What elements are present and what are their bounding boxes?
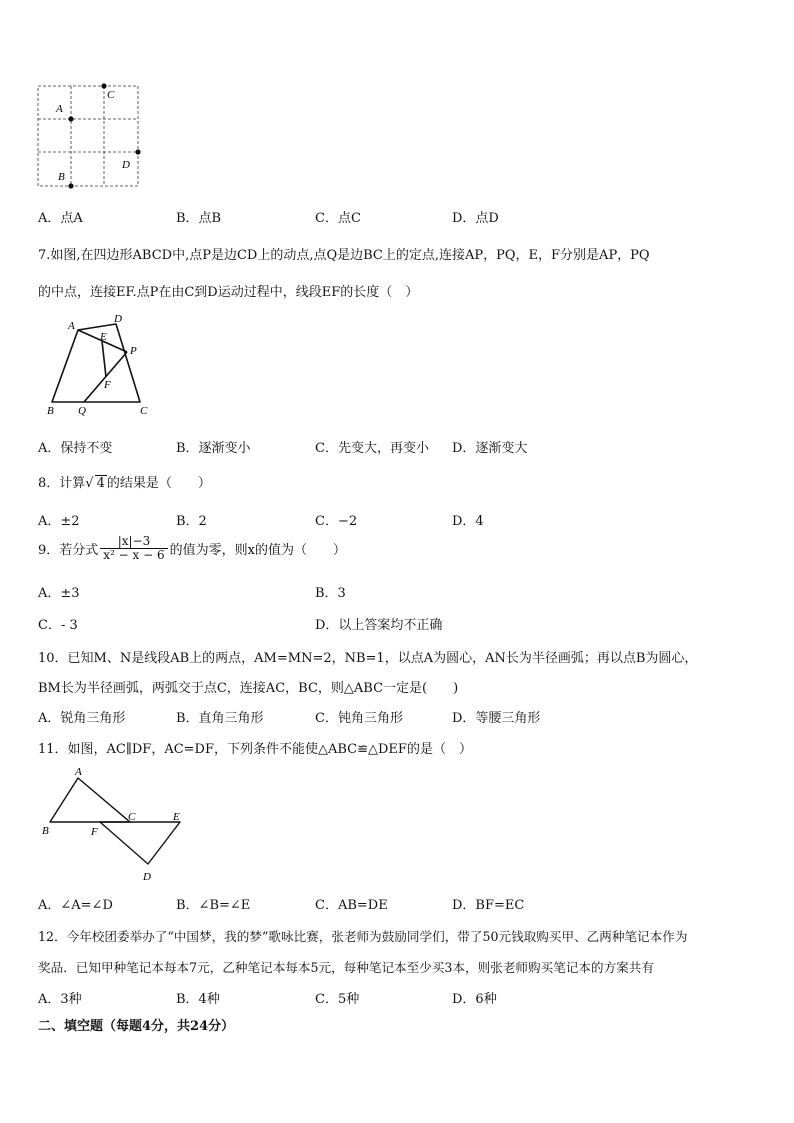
q11-option-c[interactable]: C．AB=DE bbox=[315, 898, 388, 913]
q8-prefix: 8．计算 bbox=[38, 476, 86, 491]
q8-stem bbox=[38, 472, 211, 491]
label-p: P bbox=[130, 345, 137, 357]
q7-option-b[interactable]: B．逐渐变小 bbox=[176, 441, 251, 456]
q9-option-d[interactable]: D．以上答案均不正确 bbox=[315, 618, 443, 633]
q10-stem-line1: 10．已知M、N是线段AB上的两点，AM=MN=2，NB=1，以点A为圆心，AN长为半径画弧；再以点B为圆心， bbox=[38, 651, 698, 666]
q9-numerator: |x|−3 bbox=[100, 535, 167, 549]
q12-option-d[interactable]: D．6种 bbox=[452, 992, 497, 1007]
q10-option-b[interactable]: B．直角三角形 bbox=[176, 711, 264, 726]
q11-option-b[interactable]: B．∠B=∠E bbox=[176, 898, 251, 913]
q9-prefix: 9．若分式 bbox=[38, 543, 99, 559]
label-e: E bbox=[100, 331, 107, 343]
q7-option-d[interactable]: D．逐渐变大 bbox=[452, 441, 528, 456]
label-b: B bbox=[42, 825, 49, 837]
q8-radicand: 4 bbox=[96, 476, 105, 491]
q12-stem-line1: 12．今年校团委举办了“中国梦，我的梦”歌咏比赛，张老师为鼓励同学们，带了50元钱取购买甲、乙两种笔记本作为 bbox=[38, 929, 688, 944]
q11-option-a[interactable]: A．∠A=∠D bbox=[38, 898, 113, 913]
label-f: F bbox=[104, 379, 111, 391]
q9-option-b[interactable]: B．3 bbox=[315, 586, 346, 601]
q8-suffix: 的结果是（ ） bbox=[106, 476, 211, 491]
q8-option-a[interactable]: A．±2 bbox=[38, 514, 80, 529]
q10-option-d[interactable]: D．等腰三角形 bbox=[452, 711, 541, 726]
q7-option-c[interactable]: C．先变大，再变小 bbox=[315, 441, 429, 456]
q7-stem-line1: 7.如图,在四边形ABCD中,点P是边CD上的动点,点Q是边BC上的定点,连接AP，PQ，E，F分别是AP，PQ bbox=[38, 248, 650, 263]
q10-option-a[interactable]: A．锐角三角形 bbox=[38, 711, 126, 726]
q11-stem: 11．如图，AC∥DF，AC=DF，下列条件不能使△ABC≌△DEF的是（ ） bbox=[38, 742, 472, 757]
q9-denominator: x² − x − 6 bbox=[103, 548, 165, 563]
q12-stem-line2: 奖品．已知甲种笔记本每本7元，乙种笔记本每本5元，每种笔记本至少买3本，则张老师购买笔记本的方案共有 bbox=[38, 960, 654, 975]
q12-option-a[interactable]: A．3种 bbox=[38, 992, 82, 1007]
point-b bbox=[68, 183, 73, 188]
q8-option-c[interactable]: C．−2 bbox=[315, 514, 358, 529]
point-d bbox=[135, 149, 140, 154]
label-e: E bbox=[173, 811, 180, 823]
label-c: C bbox=[107, 89, 115, 101]
q9-stem bbox=[38, 535, 346, 562]
q9-suffix: 的值为零，则x的值为（ ） bbox=[169, 543, 346, 559]
label-d: D bbox=[122, 159, 130, 171]
triangles-figure bbox=[40, 764, 190, 886]
sqrt-symbol: √ bbox=[85, 476, 94, 491]
q6-option-a[interactable]: A．点A bbox=[38, 211, 83, 226]
label-a: A bbox=[68, 320, 75, 332]
label-d: D bbox=[143, 871, 151, 883]
q6-option-d[interactable]: D．点D bbox=[452, 211, 499, 226]
q8-option-b[interactable]: B．2 bbox=[176, 514, 207, 529]
q6-option-c[interactable]: C．点C bbox=[315, 211, 361, 226]
label-q: Q bbox=[78, 405, 86, 417]
q10-option-c[interactable]: C．钝角三角形 bbox=[315, 711, 403, 726]
q9-option-a[interactable]: A．±3 bbox=[38, 586, 80, 601]
quadrilateral-figure bbox=[44, 310, 164, 418]
section-heading-fill-in: 二、填空题（每题4分，共24分） bbox=[38, 1019, 235, 1034]
label-c: C bbox=[128, 811, 136, 823]
q8-option-d[interactable]: D．4 bbox=[452, 514, 484, 529]
q12-option-c[interactable]: C．5种 bbox=[315, 992, 360, 1007]
point-a bbox=[68, 116, 73, 121]
q10-stem-line2: BM长为半径画弧，两弧交于点C，连接AC，BC，则△ABC一定是( ) bbox=[38, 681, 459, 696]
grid-figure bbox=[34, 82, 144, 192]
label-b: B bbox=[58, 171, 65, 183]
q9-fraction bbox=[100, 535, 167, 562]
label-c: C bbox=[140, 405, 148, 417]
label-a: A bbox=[75, 766, 82, 778]
q6-option-b[interactable]: B．点B bbox=[176, 211, 222, 226]
q7-option-a[interactable]: A．保持不变 bbox=[38, 441, 113, 456]
label-b: B bbox=[47, 405, 54, 417]
q12-option-b[interactable]: B．4种 bbox=[176, 992, 220, 1007]
label-d: D bbox=[114, 313, 122, 325]
label-f: F bbox=[91, 826, 98, 838]
point-c bbox=[101, 83, 106, 88]
label-a: A bbox=[56, 103, 63, 115]
q11-option-d[interactable]: D．BF=EC bbox=[452, 898, 525, 913]
q7-stem-line2: 的中点，连接EF.点P在由C到D运动过程中，线段EF的长度（ ） bbox=[38, 285, 419, 300]
q9-option-c[interactable]: C．- 3 bbox=[38, 618, 78, 633]
